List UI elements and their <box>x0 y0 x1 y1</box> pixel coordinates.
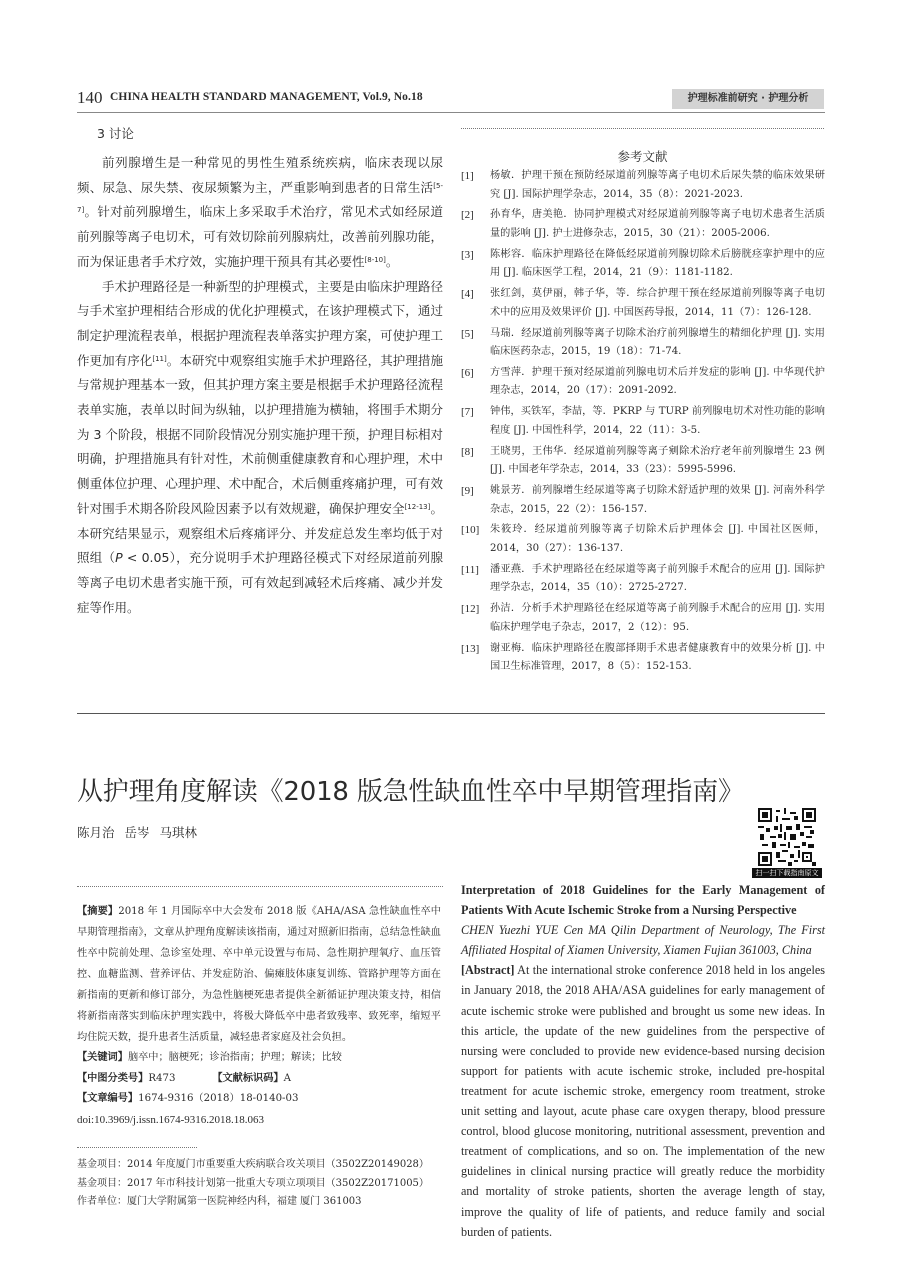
reference-text: 朱筱玲．经尿道前列腺等离子切除术后护理体会 [J]. 中国社区医师，2014，30（27）：136-137. <box>490 524 825 554</box>
qr-caption: 扫一扫下载指南原文 <box>752 868 822 878</box>
reference-item <box>461 640 825 677</box>
reference-number: [6] <box>461 366 474 379</box>
citation-marker: [5-7] <box>77 181 443 215</box>
english-abstract <box>461 960 825 1241</box>
reference-text: 孙洁．分析手术护理路径在经尿道等离子前列腺手术配合的应用 [J]. 实用临床护理学电子杂志，2017，2（12）：95. <box>490 603 825 633</box>
paragraph-text: 。本研究中观察组实施手术护理路径，其护理措施与常规护理基本一致，但其护理方案主要是根据手术护理路径流程表单实施，表单以时间为纵轴，以护理措施为横轴，将围手术期分为 3 个阶段，根据不同阶段情况分别实施护理干预，护理目标相对明确，护理措施具有针对性，术前侧重健康教育和心理护理，术中侧重体位护理、心理护理、术中配合，术后侧重疼痛护理，可有效针对围手术期各阶段风险因素予以有效规避，确保护理安全 <box>77 352 443 516</box>
reference-number: [12] <box>461 603 480 616</box>
funding-block <box>77 1156 441 1212</box>
paragraph-text: 。本研究结果显示，观察组术后疼痛评分、并发症总发生率均低于对照组（ <box>77 500 443 566</box>
reference-text: 马瑞．经尿道前列腺等离子切除术治疗前列腺增生的精细化护理 [J]. 实用临床医药杂志，2015，19（18）：71-74. <box>490 327 825 358</box>
paragraph-text: < 0.05），充分说明手术护理路径模式下对经尿道前列腺等离子电切术患者实施干预，可有效起到减轻术后疼痛、减少并发症等作用。 <box>77 550 443 615</box>
chinese-abstract-block <box>77 901 441 1130</box>
reference-item <box>461 482 825 519</box>
reference-number: [7] <box>461 406 474 419</box>
funding-line: 基金项目：2014 年度厦门市重要重大疾病联合攻关项目（3502Z20149028） <box>77 1159 429 1170</box>
reference-text: 张红剑，莫伊丽，韩子华，等．综合护理干预在经尿道前列腺等离子电切术中的应用及效果评价 [J]. 中国医药导报，2014，11（7）：126-128. <box>490 288 825 318</box>
article-title: 从护理角度解读《2018 版急性缺血性卒中早期管理指南》 <box>77 777 744 807</box>
reference-text: 陈彬容．临床护理路径在降低经尿道前列腺切除术后膀胱痉挛护理中的应用 [J]. 临床医学工程，2014，21（9）：1181-1182. <box>490 248 825 279</box>
reference-text: 钟伟，买铁军，李喆，等．PKRP 与 TURP 前列腺电切术对性功能的影响程度 [J]. 中国性科学，2014，22（11）：3-5. <box>490 406 825 436</box>
reference-item <box>461 325 825 362</box>
reference-item <box>461 285 825 322</box>
reference-item <box>461 561 825 598</box>
article-authors: 陈月治 岳岑 马琪林 <box>77 825 197 840</box>
citation-marker: [11] <box>152 354 167 363</box>
paragraph-text: 。针对前列腺增生，临床上多采取手术治疗，常见术式如经尿道前列腺等离子电切术，可有效切除前列腺病灶，改善前列腺功能，而为保证患者手术疗效，实施护理干预具有其必要性 <box>77 204 443 269</box>
reference-number: [10] <box>461 524 480 537</box>
doi-text: doi:10.3969/j.issn.1674-9316.2018.18.063 <box>77 1113 265 1126</box>
italic-text: P <box>115 550 123 566</box>
reference-item <box>461 167 825 204</box>
doc-code-label: 【文献标识码】 <box>212 1072 284 1084</box>
citation-marker: [8-10] <box>364 255 386 264</box>
journal-title: CHINA HEALTH STANDARD MANAGEMENT, Vol.9, No.18 <box>110 91 423 103</box>
reference-number: [4] <box>461 288 474 301</box>
reference-number: [11] <box>461 563 479 576</box>
reference-number: [9] <box>461 485 474 497</box>
chinese-abstract <box>77 901 441 1048</box>
reference-text: 杨敏．护理干预在预防经尿道前列腺等离子电切术后尿失禁的临床效果研究 [J]. 国际护理学杂志，2014，35（8）：2021-2023. <box>490 170 825 200</box>
discussion-paragraph <box>77 151 443 275</box>
references-divider <box>461 128 824 129</box>
keywords-text: 脑卒中；脑梗死；诊治指南；护理；解读；比较 <box>127 1052 342 1063</box>
references-list <box>461 167 825 679</box>
reference-item <box>461 521 825 558</box>
reference-text: 王晓男，王伟华．经尿道前列腺等离子剜除术治疗老年前列腺增生 23 例 [J]. 中国老年学杂志，2014，33（23）：5995-5996. <box>490 445 825 476</box>
reference-item <box>461 600 825 637</box>
reference-text: 方雪萍．护理干预对经尿道前列腺电切术后并发症的影响 [J]. 中华现代护理杂志，2014，20（17）：2091-2092. <box>490 366 825 397</box>
reference-item <box>461 403 825 440</box>
discussion-section <box>77 124 443 620</box>
references-title: 参考文献 <box>617 149 668 164</box>
paragraph-text: 手术护理路径是一种新型的护理模式，主要是由临床护理路径与手术室护理相结合形成的优化护理模式，在该护理模式下，通过制定护理流程表单，根据护理流程表单落实护理方案，可使护理工作更加有序化 <box>77 278 443 368</box>
reference-number: [5] <box>461 327 474 340</box>
reference-text: 姚景芳．前列腺增生经尿道等离子切除术舒适护理的效果 [J]. 河南外科学杂志，2015，22（2）：156-157. <box>490 485 825 515</box>
abstract-text: 2018 年 1 月国际卒中大会发布 2018 版《AHA/ASA 急性缺血性卒中早期管理指南》，文章从护理角度解读该指南，通过对照新旧指南，总结急性缺血性卒中院前处理、急诊室处理、卒中单元设置与布局、急性期护理氧疗、血压管控、血糖监测、营养评估、并发症防治、偏瘫肢体康复训练、管路护理等方面在新指南的更新和修订部分，为急性脑梗死患者提供全新循证护理决策支持，相信将新指南落实到临床护理实践中，将极大降低卒中患者致残率、致死率，缩短平均住院天数，提升患者生活质量，减轻患者家庭及社会负担。 <box>77 906 441 1043</box>
page-number: 140 <box>77 88 103 107</box>
clc-value: R473 <box>148 1072 176 1084</box>
discussion-paragraph <box>77 275 443 621</box>
reference-number: [2] <box>461 209 474 222</box>
doc-code-value: A <box>283 1072 291 1084</box>
reference-item <box>461 443 825 480</box>
english-authors: CHEN Yuezhi YUE Cen MA Qilin Department of Neurology, The First Affiliated Hospital of Xiamen University, Xiamen Fujian 361003, China <box>461 923 825 958</box>
english-abstract-text: At the international stroke conference 2018 held in los angeles in January 2018, the 2018 AHA/ASA guidelines for early management of acute ischemic stroke were published and brought us some new ideas. In this article, the update of the new guidelines from the perspective of nursing were concluded to provide new evidence-based nursing decision support for patients with acute ischemic stroke, included pre-hospital treatment for acute ischemic stroke, emergency room treatment, stroke unit setting and layout, acute phase care oxygen therapy, blood pressure control, blood glucose monitoring, nutritional assessment, prevention and treatment of complications, and so on. The implementation of the new guidelines in clinical nursing practice will greatly reduce the morbidity and mortality of stroke patients, shorten the average length of stay, improve the quality of life of patients, and reduce family and social burden of patients. <box>461 963 825 1239</box>
article-divider <box>77 713 825 714</box>
reference-number: [3] <box>461 248 474 261</box>
discussion-heading: 3 讨论 <box>97 126 134 141</box>
classification-line <box>77 1069 441 1090</box>
header-divider <box>77 112 825 113</box>
keywords-label: 【关键词】 <box>77 1052 128 1063</box>
keywords-line <box>77 1048 441 1069</box>
reference-item <box>461 206 825 243</box>
funding-divider <box>77 1147 197 1148</box>
article-number-value: 1674-9316（2018）18-0140-03 <box>138 1093 299 1104</box>
paragraph-text: 。 <box>385 253 399 269</box>
reference-text: 潘亚燕．手术护理路径在经尿道等离子前列腺手术配合的应用 [J]. 国际护理学杂志，2014，35（10）：2725-2727. <box>490 563 825 594</box>
english-abstract-block <box>461 880 825 1242</box>
reference-number: [13] <box>461 642 480 655</box>
article-number-label: 【文章编号】 <box>77 1093 139 1104</box>
reference-number: [8] <box>461 445 474 458</box>
abstract-divider <box>77 886 443 887</box>
english-title: Interpretation of 2018 Guidelines for the Early Management of Patients With Acute Ischemic Stroke from a Nursing Perspective <box>461 883 825 918</box>
paragraph-text: 前列腺增生是一种常见的男性生殖系统疾病，临床表现以尿频、尿急、尿失禁、夜尿频繁为主，严重影响到患者的日常生活 <box>77 155 443 195</box>
clc-label: 【中图分类号】 <box>77 1072 149 1084</box>
citation-marker: [12-13] <box>404 502 431 511</box>
article-number-line <box>77 1089 441 1110</box>
affiliation-line: 作者单位：厦门大学附属第一医院神经内科，福建 厦门 361003 <box>77 1196 362 1208</box>
reference-text: 谢亚梅．临床护理路径在腹部择期手术患者健康教育中的效果分析 [J]. 中国卫生标准管理，2017，8（5）：152-153. <box>490 642 825 673</box>
section-tag: 护理标准前研究 · 护理分析 <box>672 89 824 109</box>
english-abstract-label: [Abstract] <box>461 963 515 978</box>
reference-item <box>461 364 825 401</box>
reference-item <box>461 246 825 283</box>
abstract-label: 【摘要】 <box>77 906 119 917</box>
reference-number: [1] <box>461 170 474 182</box>
qr-code[interactable] <box>758 808 816 866</box>
reference-text: 孙育华，唐美艳．协同护理模式对经尿道前列腺等离子电切术患者生活质量的影响 [J]. 护士进修杂志，2015，30（21）：2005-2006. <box>490 209 825 239</box>
funding-line: 基金项目：2017 年市科技计划第一批重大专项立项项目（3502Z20171005） <box>77 1177 429 1189</box>
